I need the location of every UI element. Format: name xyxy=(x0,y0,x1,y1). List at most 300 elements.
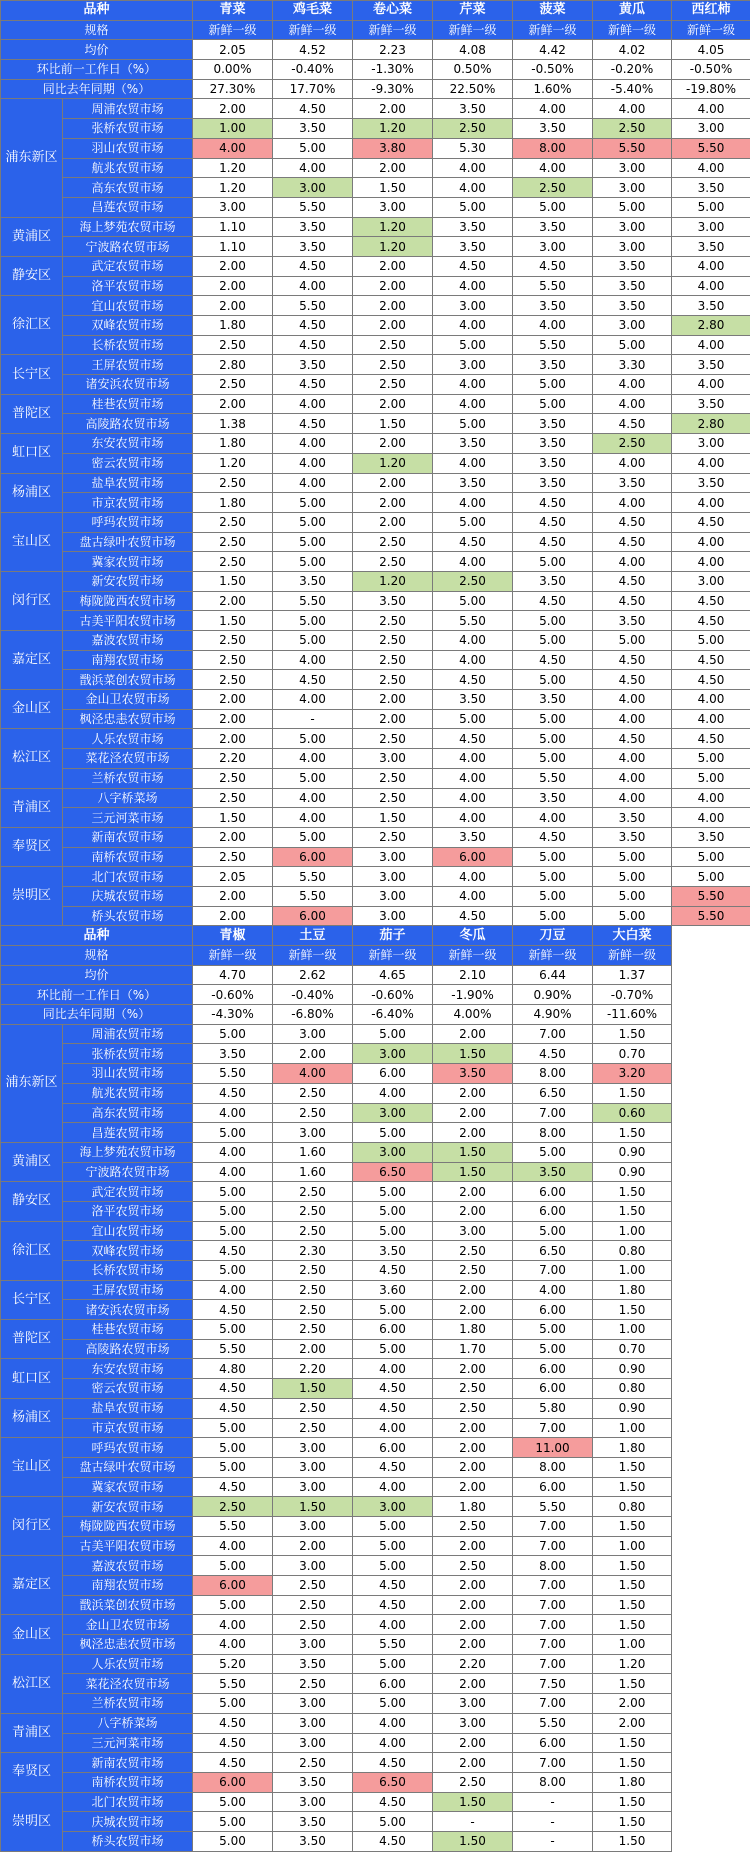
market-name: 昌莲农贸市场 xyxy=(63,197,193,217)
market-name: 新南农贸市场 xyxy=(63,827,193,847)
table-row xyxy=(1,197,750,217)
price-cell: 2.00 xyxy=(433,1536,513,1556)
price-cell: 4.00 xyxy=(433,375,513,395)
table-row xyxy=(1,1576,750,1596)
price-cell: 6.50 xyxy=(513,1083,593,1103)
avg-row-value: 2.05 xyxy=(193,40,273,60)
avg-row-value: 4.05 xyxy=(672,40,750,60)
table-row xyxy=(1,178,750,198)
table-row xyxy=(1,394,750,414)
market-name: 戬浜菜创农贸市场 xyxy=(63,1595,193,1615)
yoy-row-value: 4.90% xyxy=(513,1005,593,1025)
price-cell: 3.00 xyxy=(433,296,513,316)
price-cell: 5.50 xyxy=(513,768,593,788)
price-cell: 4.00 xyxy=(273,749,353,769)
price-cell: 4.00 xyxy=(433,886,513,906)
price-cell: 1.80 xyxy=(193,316,273,336)
price-cell: 4.00 xyxy=(513,99,593,119)
empty-cell xyxy=(672,1812,750,1832)
table-row xyxy=(1,1064,750,1084)
price-cell: 11.00 xyxy=(513,1438,593,1458)
price-cell: 4.00 xyxy=(273,650,353,670)
empty-cell xyxy=(672,1320,750,1340)
price-cell: 2.50 xyxy=(273,1674,353,1694)
price-cell: 4.00 xyxy=(353,1083,433,1103)
price-cell: 5.00 xyxy=(193,1792,273,1812)
price-cell: 4.50 xyxy=(513,512,593,532)
price-cell: 3.00 xyxy=(273,1792,353,1812)
price-cell: 2.00 xyxy=(353,690,433,710)
market-name: 昌莲农贸市场 xyxy=(63,1123,193,1143)
price-cell: 2.00 xyxy=(433,1103,513,1123)
price-cell: 1.50 xyxy=(433,1162,513,1182)
table-row xyxy=(1,1339,750,1359)
price-cell: 0.70 xyxy=(593,1339,672,1359)
price-cell: 5.00 xyxy=(353,1300,433,1320)
price-cell: 2.50 xyxy=(273,1261,353,1281)
price-cell: 4.00 xyxy=(672,788,750,808)
district-name: 长宁区 xyxy=(1,1280,63,1319)
empty-cell xyxy=(672,1772,750,1792)
district-name: 虹口区 xyxy=(1,1359,63,1398)
price-cell: 2.50 xyxy=(353,768,433,788)
price-cell: 1.00 xyxy=(593,1536,672,1556)
price-cell: 3.00 xyxy=(593,237,672,257)
price-cell: 5.00 xyxy=(513,552,593,572)
table-row xyxy=(1,1398,750,1418)
price-cell: 3.50 xyxy=(273,355,353,375)
yoy-row-value: 1.60% xyxy=(513,79,593,99)
market-name: 新安农贸市场 xyxy=(63,571,193,591)
table-row xyxy=(1,1792,750,1812)
price-cell: 2.50 xyxy=(193,788,273,808)
price-cell: 7.00 xyxy=(513,1024,593,1044)
market-name: 海上梦苑农贸市场 xyxy=(63,217,193,237)
table-row xyxy=(1,1201,750,1221)
market-name: 东安农贸市场 xyxy=(63,434,193,454)
price-cell: 5.00 xyxy=(353,1812,433,1832)
price-cell: 2.00 xyxy=(193,690,273,710)
market-name: 戬浜菜创农贸市场 xyxy=(63,670,193,690)
market-name: 三元河菜市场 xyxy=(63,1733,193,1753)
price-cell: 2.00 xyxy=(433,1438,513,1458)
price-cell: 1.50 xyxy=(433,1044,513,1064)
price-cell: 4.50 xyxy=(353,1457,433,1477)
price-cell: 2.50 xyxy=(353,788,433,808)
price-cell: 8.00 xyxy=(513,1123,593,1143)
price-cell: 3.50 xyxy=(433,1064,513,1084)
price-cell: 4.00 xyxy=(593,394,672,414)
price-cell: 3.00 xyxy=(672,571,750,591)
table-row xyxy=(1,1359,750,1379)
product-header: 卷心菜 xyxy=(353,1,433,21)
price-cell: 3.50 xyxy=(433,827,513,847)
price-cell: 1.00 xyxy=(593,1418,672,1438)
district-name: 徐汇区 xyxy=(1,1221,63,1280)
empty-cell xyxy=(672,1005,750,1025)
price-cell: 3.00 xyxy=(273,1694,353,1714)
mom-row xyxy=(1,60,750,80)
empty-cell xyxy=(672,1398,750,1418)
price-cell: 2.50 xyxy=(353,650,433,670)
empty-cell xyxy=(672,946,750,966)
price-cell: 5.50 xyxy=(273,867,353,887)
district-name: 金山区 xyxy=(1,1615,63,1654)
mom-row-label: 环比前一工作日（%） xyxy=(1,60,193,80)
price-cell: 2.50 xyxy=(353,552,433,572)
market-name: 古美平阳农贸市场 xyxy=(63,611,193,631)
variety-header: 品种 xyxy=(1,1,193,21)
price-cell: 4.00 xyxy=(593,690,672,710)
product-header: 大白菜 xyxy=(593,926,672,946)
price-cell: 3.00 xyxy=(513,237,593,257)
avg-row-label: 均价 xyxy=(1,965,193,985)
market-name: 宁波路农贸市场 xyxy=(63,237,193,257)
yoy-row-value: -5.40% xyxy=(593,79,672,99)
variety-header: 品种 xyxy=(1,926,193,946)
price-cell: 4.50 xyxy=(273,375,353,395)
avg-row-value: 6.44 xyxy=(513,965,593,985)
empty-cell xyxy=(672,1792,750,1812)
price-cell: 5.00 xyxy=(193,1024,273,1044)
market-name: 诸安浜农贸市场 xyxy=(63,1300,193,1320)
price-cell: 4.00 xyxy=(273,276,353,296)
table-row xyxy=(1,1713,750,1733)
price-cell: 5.00 xyxy=(353,1694,433,1714)
price-cell: 1.50 xyxy=(433,1792,513,1812)
price-cell: 5.00 xyxy=(273,827,353,847)
table-row xyxy=(1,1379,750,1399)
market-name: 桥头农贸市场 xyxy=(63,1831,193,1851)
market-name: 盘古绿叶农贸市场 xyxy=(63,1457,193,1477)
price-cell: 1.50 xyxy=(193,611,273,631)
price-cell: 4.00 xyxy=(672,709,750,729)
mom-row-value: -0.50% xyxy=(513,60,593,80)
price-cell: 0.80 xyxy=(593,1241,672,1261)
price-cell: 3.50 xyxy=(433,690,513,710)
empty-cell xyxy=(672,1694,750,1714)
price-cell: 2.20 xyxy=(193,749,273,769)
price-cell: 4.00 xyxy=(593,493,672,513)
market-name: 密云农贸市场 xyxy=(63,453,193,473)
price-cell: 4.00 xyxy=(593,99,672,119)
price-cell: 6.50 xyxy=(353,1162,433,1182)
price-cell: 4.50 xyxy=(513,493,593,513)
price-cell: 6.50 xyxy=(513,1241,593,1261)
price-cell: 5.00 xyxy=(593,847,672,867)
product-header: 青菜 xyxy=(193,1,273,21)
empty-cell xyxy=(672,1280,750,1300)
mom-row-value: -0.60% xyxy=(353,985,433,1005)
price-cell: 5.50 xyxy=(672,886,750,906)
price-cell: 4.50 xyxy=(513,532,593,552)
market-name: 北门农贸市场 xyxy=(63,867,193,887)
price-cell: 2.50 xyxy=(593,119,672,139)
price-cell: 2.50 xyxy=(193,512,273,532)
market-name: 新南农贸市场 xyxy=(63,1753,193,1773)
price-cell: 5.50 xyxy=(193,1516,273,1536)
table-row xyxy=(1,473,750,493)
market-name: 密云农贸市场 xyxy=(63,1379,193,1399)
price-cell: 0.80 xyxy=(593,1379,672,1399)
yoy-row-value: -6.80% xyxy=(273,1005,353,1025)
price-cell: 1.50 xyxy=(353,178,433,198)
market-name: 人乐农贸市场 xyxy=(63,1654,193,1674)
price-cell: 5.50 xyxy=(193,1674,273,1694)
price-cell: 4.50 xyxy=(353,1792,433,1812)
price-cell: 4.00 xyxy=(273,394,353,414)
price-cell: 2.30 xyxy=(273,1241,353,1261)
price-cell: 2.00 xyxy=(353,394,433,414)
price-cell: 7.00 xyxy=(513,1635,593,1655)
market-name: 古美平阳农贸市场 xyxy=(63,1536,193,1556)
price-cell: 4.00 xyxy=(433,650,513,670)
price-cell: 1.50 xyxy=(593,1812,672,1832)
price-cell: 3.50 xyxy=(273,119,353,139)
price-cell: 3.00 xyxy=(273,1516,353,1536)
price-cell: 4.00 xyxy=(353,1615,433,1635)
price-cell: 1.80 xyxy=(593,1280,672,1300)
district-name: 青浦区 xyxy=(1,788,63,827)
price-cell: 4.00 xyxy=(273,808,353,828)
price-cell: 4.00 xyxy=(353,1418,433,1438)
price-cell: 2.00 xyxy=(193,99,273,119)
price-cell: 4.50 xyxy=(593,414,672,434)
table-row xyxy=(1,670,750,690)
price-cell: 2.50 xyxy=(193,552,273,572)
market-name: 三元河菜市场 xyxy=(63,808,193,828)
market-name: 南桥农贸市场 xyxy=(63,1772,193,1792)
mom-row-value: -0.60% xyxy=(193,985,273,1005)
price-cell: 4.00 xyxy=(433,493,513,513)
market-name: 海上梦苑农贸市场 xyxy=(63,1142,193,1162)
market-name: 枫泾忠恚农贸市场 xyxy=(63,1635,193,1655)
table-row xyxy=(1,99,750,119)
price-cell: 4.50 xyxy=(193,1713,273,1733)
price-cell: 2.00 xyxy=(433,1359,513,1379)
price-cell: 3.00 xyxy=(353,1103,433,1123)
spec-row-value: 新鲜一级 xyxy=(513,20,593,40)
mom-row-value: -0.50% xyxy=(672,60,750,80)
empty-cell xyxy=(672,1733,750,1753)
price-cell: 4.50 xyxy=(433,729,513,749)
district-name: 崇明区 xyxy=(1,1792,63,1851)
table-row xyxy=(1,611,750,631)
price-cell: 3.50 xyxy=(513,217,593,237)
price-cell: 4.00 xyxy=(353,1359,433,1379)
yoy-row-value: 4.00% xyxy=(433,1005,513,1025)
empty-cell xyxy=(672,1516,750,1536)
price-cell: 2.00 xyxy=(433,1083,513,1103)
price-cell: 5.00 xyxy=(593,906,672,926)
table-row xyxy=(1,827,750,847)
price-cell: 6.00 xyxy=(513,1300,593,1320)
table-row xyxy=(1,552,750,572)
spec-row-label: 规格 xyxy=(1,946,193,966)
price-cell: 4.00 xyxy=(193,1162,273,1182)
price-cell: 2.00 xyxy=(433,1182,513,1202)
price-cell: 3.00 xyxy=(353,197,433,217)
price-cell: 4.50 xyxy=(273,414,353,434)
price-cell: 2.50 xyxy=(193,631,273,651)
price-cell: 2.50 xyxy=(433,1772,513,1792)
price-cell: 5.00 xyxy=(273,552,353,572)
price-cell: 0.90 xyxy=(593,1398,672,1418)
price-cell: 3.00 xyxy=(353,1142,433,1162)
table-row xyxy=(1,886,750,906)
table-row xyxy=(1,906,750,926)
price-cell: 4.50 xyxy=(193,1733,273,1753)
price-cell: 5.00 xyxy=(433,512,513,532)
price-cell: 2.00 xyxy=(193,276,273,296)
table-row xyxy=(1,1261,750,1281)
price-cell: 6.00 xyxy=(513,1359,593,1379)
price-cell: 4.50 xyxy=(672,512,750,532)
price-cell: 4.00 xyxy=(513,808,593,828)
price-cell: 3.00 xyxy=(273,1635,353,1655)
yoy-row-value: 27.30% xyxy=(193,79,273,99)
price-cell: 3.50 xyxy=(672,296,750,316)
price-cell: 5.00 xyxy=(672,867,750,887)
price-cell: 1.50 xyxy=(593,1733,672,1753)
price-cell: 4.00 xyxy=(433,768,513,788)
price-cell: 5.00 xyxy=(353,1556,433,1576)
empty-cell xyxy=(672,1831,750,1851)
price-cell: 4.00 xyxy=(513,158,593,178)
product-header: 鸡毛菜 xyxy=(273,1,353,21)
price-cell: 7.00 xyxy=(513,1694,593,1714)
district-name: 崇明区 xyxy=(1,867,63,926)
price-cell: 5.00 xyxy=(193,1201,273,1221)
price-cell: 5.00 xyxy=(353,1221,433,1241)
empty-cell xyxy=(672,1123,750,1143)
price-cell: 3.00 xyxy=(273,1477,353,1497)
market-name: 菜花泾农贸市场 xyxy=(63,1674,193,1694)
price-cell: 6.00 xyxy=(193,1576,273,1596)
market-name: 呼玛农贸市场 xyxy=(63,512,193,532)
price-cell: 1.50 xyxy=(593,1123,672,1143)
price-cell: 5.00 xyxy=(273,768,353,788)
price-cell: 1.20 xyxy=(193,453,273,473)
price-cell: 4.50 xyxy=(433,256,513,276)
price-cell: 5.00 xyxy=(672,768,750,788)
price-cell: 4.50 xyxy=(672,611,750,631)
market-name: 兰桥农贸市场 xyxy=(63,1694,193,1714)
price-cell: 1.50 xyxy=(593,1615,672,1635)
price-cell: 5.50 xyxy=(672,138,750,158)
price-cell: 3.00 xyxy=(193,197,273,217)
price-cell: 3.50 xyxy=(593,808,672,828)
market-name: 呼玛农贸市场 xyxy=(63,1438,193,1458)
empty-cell xyxy=(672,1536,750,1556)
price-cell: 7.00 xyxy=(513,1261,593,1281)
market-name: 桥头农贸市场 xyxy=(63,906,193,926)
price-cell: 2.50 xyxy=(193,375,273,395)
price-cell: 2.50 xyxy=(273,1201,353,1221)
price-cell: 3.50 xyxy=(193,1044,273,1064)
table-row xyxy=(1,709,750,729)
price-cell: 4.50 xyxy=(593,512,672,532)
price-cell: 2.50 xyxy=(353,355,433,375)
price-cell: 3.50 xyxy=(672,394,750,414)
price-cell: - xyxy=(513,1831,593,1851)
price-cell: 3.00 xyxy=(353,867,433,887)
market-name: 南桥农贸市场 xyxy=(63,847,193,867)
empty-cell xyxy=(672,1713,750,1733)
market-name: 东安农贸市场 xyxy=(63,1359,193,1379)
price-cell: 4.00 xyxy=(193,1615,273,1635)
price-cell: 5.00 xyxy=(593,886,672,906)
district-name: 浦东新区 xyxy=(1,1024,63,1142)
price-cell: 5.00 xyxy=(193,1123,273,1143)
price-cell: 2.00 xyxy=(353,493,433,513)
price-cell: 5.00 xyxy=(273,138,353,158)
price-cell: 3.00 xyxy=(353,906,433,926)
price-cell: 4.00 xyxy=(433,749,513,769)
price-cell: 6.00 xyxy=(353,1674,433,1694)
table-row xyxy=(1,690,750,710)
table-row xyxy=(1,316,750,336)
market-name: 八字桥菜场 xyxy=(63,788,193,808)
price-cell: 1.50 xyxy=(593,1083,672,1103)
price-cell: 4.00 xyxy=(193,1635,273,1655)
price-cell: 4.50 xyxy=(433,532,513,552)
price-cell: 5.00 xyxy=(513,906,593,926)
market-name: 王屏农贸市场 xyxy=(63,355,193,375)
price-cell: 5.50 xyxy=(513,1713,593,1733)
mom-row-label: 环比前一工作日（%） xyxy=(1,985,193,1005)
price-cell: 7.00 xyxy=(513,1595,593,1615)
empty-cell xyxy=(672,1615,750,1635)
market-name: 八字桥菜场 xyxy=(63,1713,193,1733)
table-row xyxy=(1,1772,750,1792)
price-cell: 5.00 xyxy=(353,1123,433,1143)
price-cell: 2.80 xyxy=(193,355,273,375)
table-row xyxy=(1,1241,750,1261)
market-name: 宁波路农贸市场 xyxy=(63,1162,193,1182)
empty-cell xyxy=(672,1359,750,1379)
price-cell: 2.50 xyxy=(193,335,273,355)
price-cell: 4.50 xyxy=(672,650,750,670)
price-cell: 5.00 xyxy=(513,1339,593,1359)
empty-cell xyxy=(672,1182,750,1202)
price-cell: 3.00 xyxy=(273,1733,353,1753)
market-name: 航兆农贸市场 xyxy=(63,158,193,178)
header-row xyxy=(1,926,750,946)
price-cell: 1.80 xyxy=(593,1438,672,1458)
price-cell: 3.00 xyxy=(353,1044,433,1064)
price-cell: 0.90 xyxy=(593,1359,672,1379)
district-name: 金山区 xyxy=(1,690,63,729)
price-cell: 1.60 xyxy=(273,1142,353,1162)
price-cell: 6.00 xyxy=(353,1438,433,1458)
price-cell: 4.00 xyxy=(193,1536,273,1556)
price-cell: 2.00 xyxy=(433,1674,513,1694)
market-name: 市京农贸市场 xyxy=(63,493,193,513)
price-cell: 4.00 xyxy=(672,99,750,119)
empty-cell xyxy=(672,1457,750,1477)
price-cell: 3.50 xyxy=(593,827,672,847)
price-cell: 1.20 xyxy=(193,158,273,178)
table-row xyxy=(1,1280,750,1300)
price-cell: 5.00 xyxy=(353,1201,433,1221)
price-cell: 4.00 xyxy=(353,1477,433,1497)
price-cell: 5.00 xyxy=(273,493,353,513)
market-name: 武定农贸市场 xyxy=(63,256,193,276)
market-name: 航兆农贸市场 xyxy=(63,1083,193,1103)
price-cell: 3.50 xyxy=(513,296,593,316)
price-cell: 5.00 xyxy=(593,631,672,651)
